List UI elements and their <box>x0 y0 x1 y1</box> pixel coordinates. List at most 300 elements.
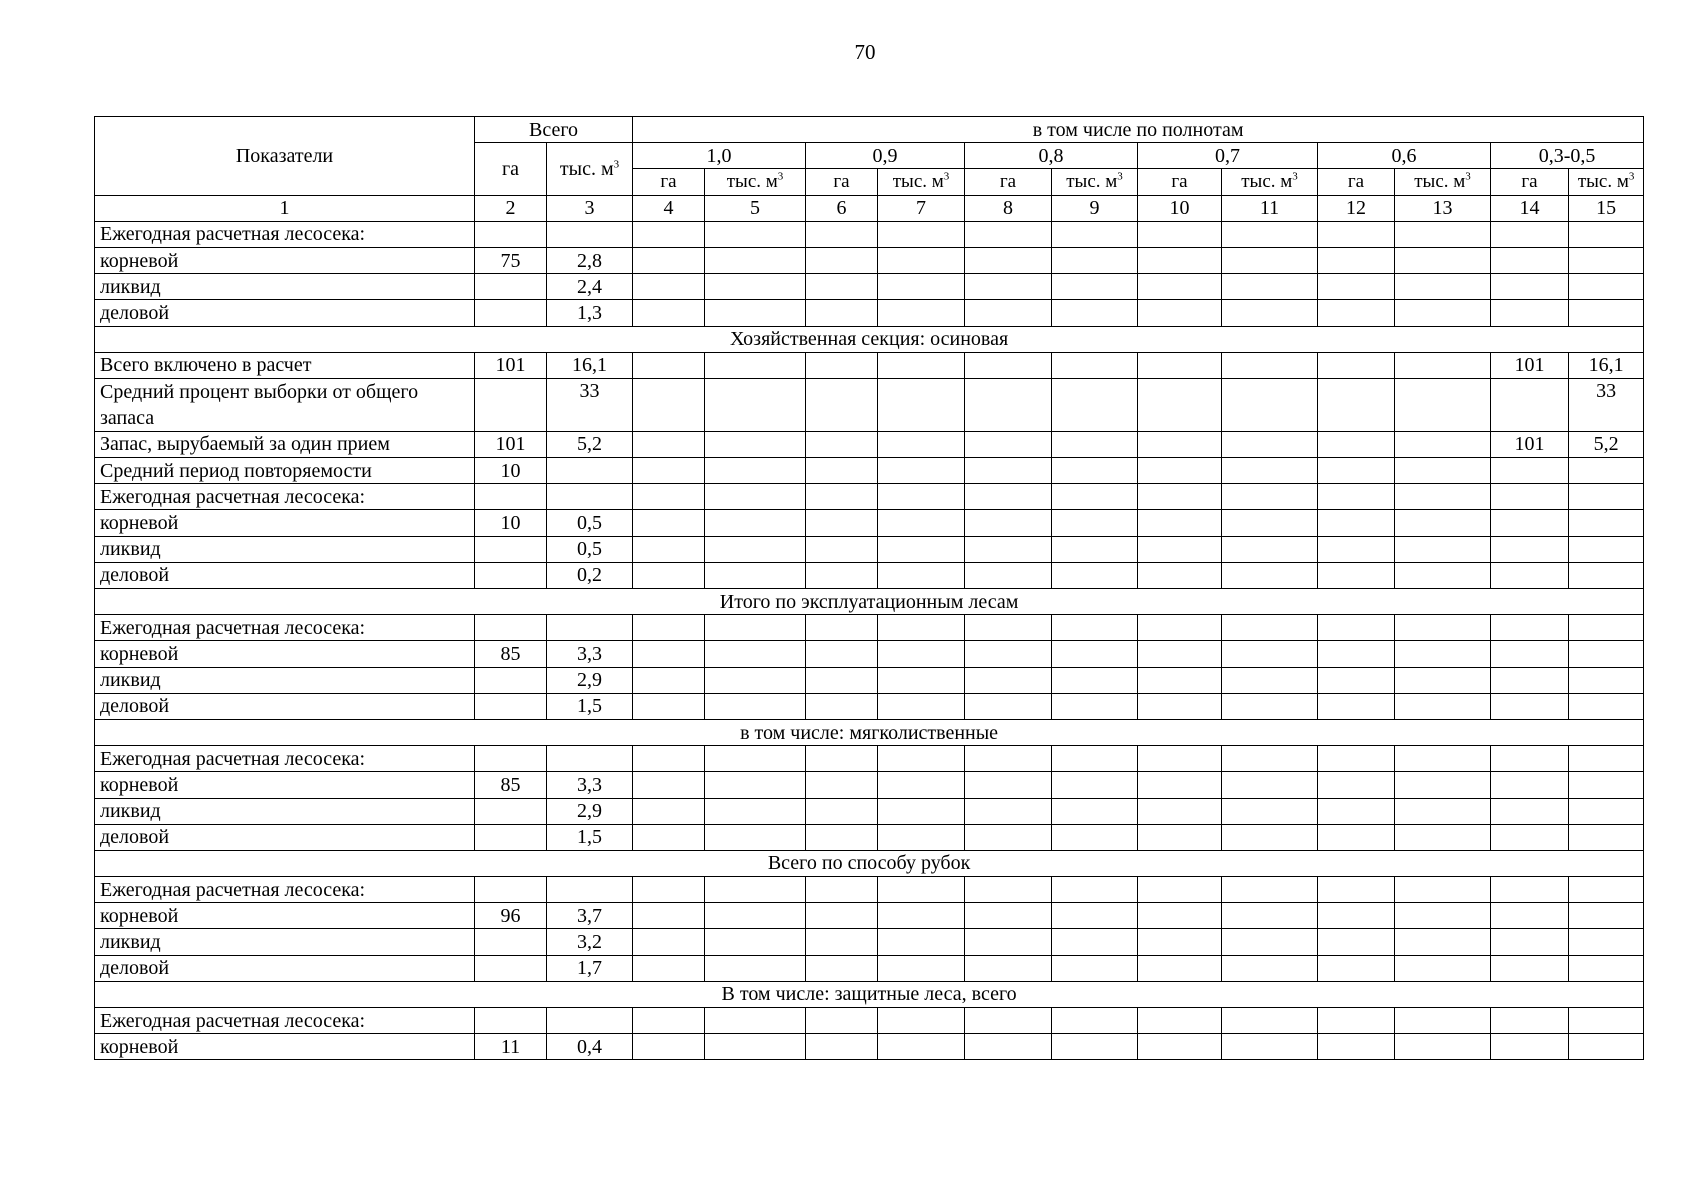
table-cell <box>1395 458 1491 484</box>
unit-volume-header: тыс. $м^3$ <box>1395 169 1491 195</box>
table-cell <box>1138 300 1222 326</box>
table-cell <box>1222 903 1318 929</box>
table-cell <box>806 458 878 484</box>
table-cell <box>1318 1008 1395 1034</box>
table-cell <box>1395 378 1491 431</box>
table-cell <box>1491 458 1569 484</box>
table-cell <box>806 746 878 772</box>
table-cell: 96 <box>475 903 547 929</box>
header-row-1 <box>95 117 1644 143</box>
table-cell: 101 <box>475 431 547 457</box>
row-label: ликвид <box>95 929 475 955</box>
table-cell <box>1491 903 1569 929</box>
table-cell <box>633 300 705 326</box>
section-title: в том числе: мягколиственные <box>95 719 1644 745</box>
column-number: 4 <box>633 195 705 221</box>
table-cell <box>1222 378 1318 431</box>
row-label: Ежегодная расчетная лесосека: <box>95 746 475 772</box>
table-cell <box>806 484 878 510</box>
table-cell <box>1222 798 1318 824</box>
by-density-header: в том числе по полнотам <box>633 117 1644 143</box>
table-cell <box>965 693 1052 719</box>
table-cell <box>878 378 965 431</box>
table-cell <box>1569 929 1644 955</box>
table-cell <box>705 221 806 247</box>
table-row <box>95 247 1644 273</box>
table-cell <box>633 641 705 667</box>
row-label: ликвид <box>95 798 475 824</box>
table-cell <box>1318 247 1395 273</box>
row-label: деловой <box>95 562 475 588</box>
table-cell <box>1318 510 1395 536</box>
table-cell <box>1138 352 1222 378</box>
table-cell <box>475 378 547 431</box>
table-cell <box>878 824 965 850</box>
table-cell <box>1569 274 1644 300</box>
table-cell <box>705 562 806 588</box>
table-cell <box>1138 824 1222 850</box>
table-cell <box>1138 772 1222 798</box>
table-cell <box>705 641 806 667</box>
table-cell <box>1491 510 1569 536</box>
table-cell <box>806 352 878 378</box>
table-cell <box>806 615 878 641</box>
table-cell <box>1222 772 1318 798</box>
column-number: 14 <box>1491 195 1569 221</box>
table-cell <box>475 798 547 824</box>
table-cell: 2,9 <box>547 667 633 693</box>
table-cell <box>1395 824 1491 850</box>
table-cell: 101 <box>1491 352 1569 378</box>
row-label: корневой <box>95 1034 475 1060</box>
table-cell <box>633 746 705 772</box>
table-cell <box>965 824 1052 850</box>
table-cell: 85 <box>475 641 547 667</box>
table-body <box>95 221 1644 1060</box>
total-ha-header: га <box>475 143 547 195</box>
row-label: корневой <box>95 903 475 929</box>
table-cell <box>1395 484 1491 510</box>
table-row <box>95 615 1644 641</box>
table-cell <box>705 693 806 719</box>
table-cell <box>705 615 806 641</box>
table-cell <box>1491 221 1569 247</box>
column-number: 5 <box>705 195 806 221</box>
table-cell: 101 <box>1491 431 1569 457</box>
table-cell: 2,4 <box>547 274 633 300</box>
table-cell <box>547 221 633 247</box>
table-cell <box>965 536 1052 562</box>
table-cell <box>705 510 806 536</box>
table-cell <box>1052 693 1138 719</box>
table-cell <box>806 641 878 667</box>
table-cell: 0,5 <box>547 510 633 536</box>
total-volume-header: тыс. $м^3$ <box>547 143 633 195</box>
table-cell <box>633 615 705 641</box>
density-header: 1,0 <box>633 143 806 169</box>
table-cell <box>1395 510 1491 536</box>
table-cell <box>1138 1034 1222 1060</box>
table-cell <box>965 772 1052 798</box>
table-cell <box>1052 1034 1138 1060</box>
density-header: 0,6 <box>1318 143 1491 169</box>
row-label: Средний процент выборки от общего запаса <box>95 378 475 431</box>
table-cell <box>1491 536 1569 562</box>
table-cell <box>1222 1008 1318 1034</box>
table-cell <box>1138 458 1222 484</box>
table-cell <box>1491 484 1569 510</box>
table-cell <box>1491 1008 1569 1034</box>
table-cell <box>547 1008 633 1034</box>
table-cell <box>1222 221 1318 247</box>
table-cell <box>965 484 1052 510</box>
table-cell <box>878 510 965 536</box>
table-cell <box>1052 798 1138 824</box>
unit-ha-header: га <box>1491 169 1569 195</box>
table-cell <box>633 562 705 588</box>
table-row <box>95 274 1644 300</box>
table-cell <box>633 1034 705 1060</box>
table-cell <box>1318 746 1395 772</box>
table-cell <box>1318 1034 1395 1060</box>
table-cell <box>1138 247 1222 273</box>
table-cell: 0,2 <box>547 562 633 588</box>
table-cell <box>705 484 806 510</box>
table-cell <box>1318 458 1395 484</box>
row-label: корневой <box>95 641 475 667</box>
table-cell <box>547 615 633 641</box>
table-cell <box>1395 929 1491 955</box>
row-label: деловой <box>95 693 475 719</box>
table-cell <box>878 431 965 457</box>
table-cell <box>1052 300 1138 326</box>
table-cell <box>1569 510 1644 536</box>
table-cell <box>705 798 806 824</box>
table-cell <box>1491 615 1569 641</box>
table-cell <box>1569 247 1644 273</box>
table-cell <box>633 693 705 719</box>
table-cell <box>1052 510 1138 536</box>
table-cell <box>705 772 806 798</box>
indicators-header: Показатели <box>95 117 475 196</box>
section-title: Хозяйственная секция: осиновая <box>95 326 1644 352</box>
table-cell <box>806 378 878 431</box>
table-row <box>95 929 1644 955</box>
table-cell <box>705 352 806 378</box>
table-cell <box>1052 824 1138 850</box>
table-cell <box>1569 693 1644 719</box>
table-cell <box>1318 667 1395 693</box>
column-number: 11 <box>1222 195 1318 221</box>
table-row <box>95 903 1644 929</box>
table-cell <box>1491 693 1569 719</box>
table-row <box>95 431 1644 457</box>
table-cell <box>965 955 1052 981</box>
table-cell <box>1569 746 1644 772</box>
table-cell <box>633 274 705 300</box>
table-cell: 11 <box>475 1034 547 1060</box>
table-cell <box>965 929 1052 955</box>
unit-volume-header: тыс. $м^3$ <box>1569 169 1644 195</box>
table-cell <box>878 300 965 326</box>
table-cell <box>1395 772 1491 798</box>
table-cell: 3,3 <box>547 772 633 798</box>
table-cell <box>633 929 705 955</box>
row-label: деловой <box>95 824 475 850</box>
table-cell <box>1491 824 1569 850</box>
row-label: Ежегодная расчетная лесосека: <box>95 221 475 247</box>
table-cell <box>475 300 547 326</box>
table-cell <box>1395 562 1491 588</box>
table-cell <box>1569 824 1644 850</box>
unit-ha-header: га <box>1138 169 1222 195</box>
row-label: деловой <box>95 300 475 326</box>
table-cell: 1,3 <box>547 300 633 326</box>
table-cell <box>1318 929 1395 955</box>
table-row <box>95 1034 1644 1060</box>
table-cell <box>878 798 965 824</box>
table-cell <box>965 667 1052 693</box>
table-cell <box>1569 877 1644 903</box>
table-cell <box>1138 798 1222 824</box>
table-cell <box>1138 378 1222 431</box>
table-row <box>95 1008 1644 1034</box>
table-cell <box>705 247 806 273</box>
table-cell <box>1318 955 1395 981</box>
section-row <box>95 719 1644 745</box>
table-cell <box>1395 352 1491 378</box>
table-cell <box>705 1034 806 1060</box>
table-cell <box>475 693 547 719</box>
table-cell <box>475 221 547 247</box>
row-label: Запас, вырубаемый за один прием <box>95 431 475 457</box>
table-cell <box>633 903 705 929</box>
table-cell <box>1052 903 1138 929</box>
table-cell: 3,7 <box>547 903 633 929</box>
column-number: 8 <box>965 195 1052 221</box>
table-cell <box>1395 274 1491 300</box>
table-cell <box>1318 903 1395 929</box>
row-label: корневой <box>95 510 475 536</box>
row-label: ликвид <box>95 667 475 693</box>
column-number: 2 <box>475 195 547 221</box>
table-cell <box>965 221 1052 247</box>
unit-volume-header: тыс. $м^3$ <box>705 169 806 195</box>
table-cell <box>1395 1008 1491 1034</box>
table-cell <box>806 1008 878 1034</box>
table-cell <box>1318 300 1395 326</box>
table-cell <box>878 352 965 378</box>
table-row <box>95 798 1644 824</box>
unit-volume-header: тыс. $м^3$ <box>878 169 965 195</box>
table-row <box>95 300 1644 326</box>
page-number: 70 <box>854 40 876 64</box>
table-cell <box>965 798 1052 824</box>
table-cell <box>1052 641 1138 667</box>
table-cell <box>1318 274 1395 300</box>
table-cell: 1,7 <box>547 955 633 981</box>
table-cell <box>1395 615 1491 641</box>
table-cell <box>1052 484 1138 510</box>
column-number: 6 <box>806 195 878 221</box>
table-cell: 3,2 <box>547 929 633 955</box>
table-header <box>95 117 1644 222</box>
table-cell <box>475 615 547 641</box>
table-cell <box>633 378 705 431</box>
table-cell <box>475 1008 547 1034</box>
table-cell <box>547 458 633 484</box>
table-cell <box>1569 458 1644 484</box>
table-row <box>95 693 1644 719</box>
table-cell <box>1052 221 1138 247</box>
table-cell <box>1395 431 1491 457</box>
table-cell <box>547 484 633 510</box>
table-cell <box>806 955 878 981</box>
table-cell <box>1052 955 1138 981</box>
table-cell <box>1052 458 1138 484</box>
table-cell <box>1138 536 1222 562</box>
table-cell <box>878 1008 965 1034</box>
column-number: 13 <box>1395 195 1491 221</box>
table-cell <box>633 431 705 457</box>
table-row <box>95 221 1644 247</box>
table-cell <box>1138 274 1222 300</box>
table-cell <box>1318 431 1395 457</box>
table-cell <box>1222 667 1318 693</box>
table-cell <box>1569 1034 1644 1060</box>
table-cell <box>475 877 547 903</box>
density-header: 0,7 <box>1138 143 1318 169</box>
table-row <box>95 667 1644 693</box>
table-cell <box>1395 903 1491 929</box>
table-cell <box>1052 1008 1138 1034</box>
table-cell <box>1222 824 1318 850</box>
table-cell <box>1222 1034 1318 1060</box>
table-cell <box>633 536 705 562</box>
table-cell <box>878 955 965 981</box>
table-cell <box>1318 877 1395 903</box>
table-cell <box>1569 772 1644 798</box>
table-cell: 33 <box>547 378 633 431</box>
unit-ha-header: га <box>806 169 878 195</box>
table-cell <box>633 221 705 247</box>
density-header: 0,9 <box>806 143 965 169</box>
table-cell <box>633 824 705 850</box>
table-cell <box>475 484 547 510</box>
table-cell <box>1491 798 1569 824</box>
table-cell <box>1222 431 1318 457</box>
table-cell <box>1052 615 1138 641</box>
table-cell <box>806 798 878 824</box>
table-cell <box>1222 877 1318 903</box>
table-cell <box>1138 929 1222 955</box>
table-cell <box>878 772 965 798</box>
table-cell: 0,5 <box>547 536 633 562</box>
table-cell <box>806 510 878 536</box>
table-cell <box>1222 274 1318 300</box>
row-label: Ежегодная расчетная лесосека: <box>95 615 475 641</box>
table-cell <box>806 903 878 929</box>
table-cell <box>1222 929 1318 955</box>
table-cell <box>705 300 806 326</box>
table-cell <box>965 300 1052 326</box>
row-label: Ежегодная расчетная лесосека: <box>95 1008 475 1034</box>
table-cell <box>1222 693 1318 719</box>
table-cell <box>1138 746 1222 772</box>
table-cell <box>705 431 806 457</box>
table-cell <box>1395 247 1491 273</box>
table-cell <box>1138 903 1222 929</box>
table-cell <box>705 877 806 903</box>
table-cell <box>1569 484 1644 510</box>
table-cell <box>633 877 705 903</box>
table-cell: 5,2 <box>547 431 633 457</box>
table-row <box>95 877 1644 903</box>
column-number: 10 <box>1138 195 1222 221</box>
table-cell <box>633 352 705 378</box>
row-label: Ежегодная расчетная лесосека: <box>95 877 475 903</box>
table-cell <box>878 929 965 955</box>
table-cell <box>1052 247 1138 273</box>
table-cell <box>705 746 806 772</box>
table-cell <box>1318 484 1395 510</box>
table-cell <box>1318 536 1395 562</box>
table-cell <box>1052 352 1138 378</box>
table-cell <box>806 562 878 588</box>
table-cell <box>1569 667 1644 693</box>
table-cell <box>633 247 705 273</box>
table-cell <box>1395 798 1491 824</box>
table-cell <box>965 746 1052 772</box>
table-row <box>95 955 1644 981</box>
table-cell <box>1395 536 1491 562</box>
table-cell <box>1318 615 1395 641</box>
table-cell <box>1491 772 1569 798</box>
density-header: 0,8 <box>965 143 1138 169</box>
table-cell <box>1138 510 1222 536</box>
column-number: 12 <box>1318 195 1395 221</box>
table-cell <box>806 431 878 457</box>
table-cell <box>633 1008 705 1034</box>
table-cell <box>1318 798 1395 824</box>
table-cell <box>1395 641 1491 667</box>
table-cell <box>705 1008 806 1034</box>
table-cell <box>878 274 965 300</box>
table-cell <box>633 772 705 798</box>
table-cell <box>1569 641 1644 667</box>
unit-volume-header: тыс. $м^3$ <box>1052 169 1138 195</box>
table-cell <box>475 929 547 955</box>
section-row <box>95 850 1644 876</box>
table-cell <box>1222 641 1318 667</box>
forest-cutting-table <box>94 116 1644 1060</box>
density-header: 0,3-0,5 <box>1491 143 1644 169</box>
table-cell <box>1138 562 1222 588</box>
section-title: В том числе: защитные леса, всего <box>95 981 1644 1007</box>
table-cell <box>1318 641 1395 667</box>
table-cell <box>965 352 1052 378</box>
table-cell <box>1395 300 1491 326</box>
table-cell <box>1491 641 1569 667</box>
table-cell <box>806 536 878 562</box>
table-cell <box>1491 562 1569 588</box>
table-cell <box>475 667 547 693</box>
table-cell <box>1052 667 1138 693</box>
unit-ha-header: га <box>633 169 705 195</box>
table-cell <box>1395 693 1491 719</box>
table-cell <box>806 877 878 903</box>
table-cell <box>1222 746 1318 772</box>
